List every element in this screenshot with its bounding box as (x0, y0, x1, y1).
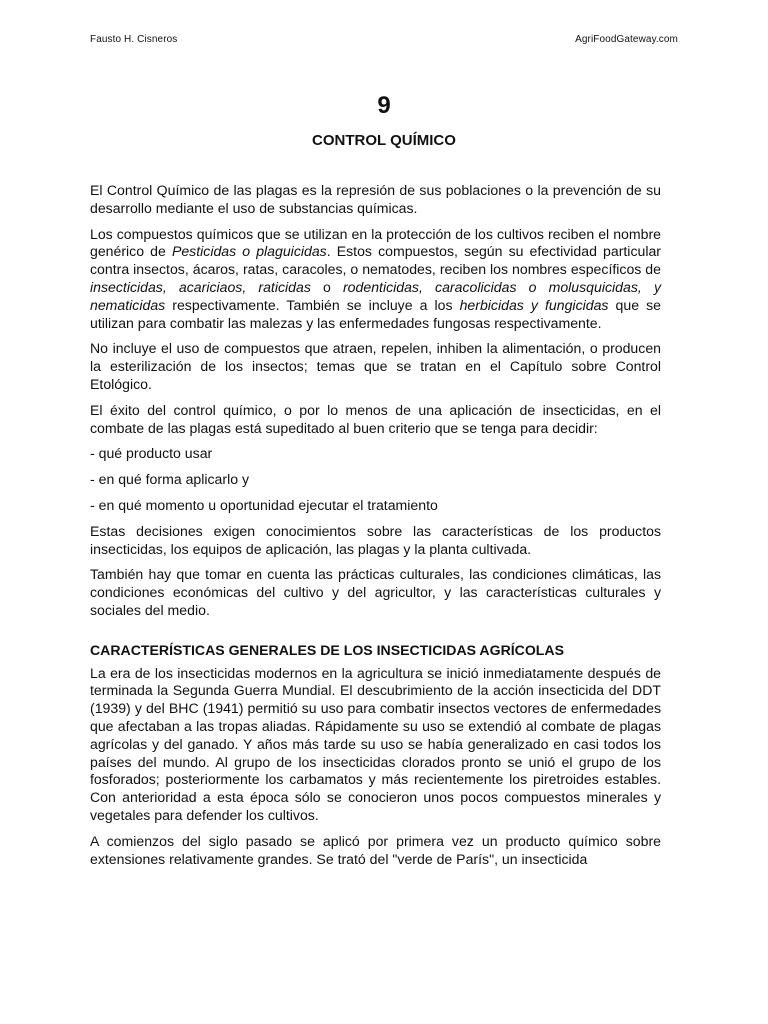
text-run: . Estos compuestos, según su efectividad particular contra insectos, ácaros, ratas, caracoles, o nematodes, reciben los nombres específicos de (90, 243, 661, 278)
header-site: AgriFoodGateway.com (575, 34, 678, 45)
italic-term: rodenticidas, caracolicidas o molusquicidas, y nematicidas (90, 278, 661, 313)
paragraph-considerations: También hay que tomar en cuenta las prácticas culturales, las condiciones climáticas, las condiciones económicas del cultivo y del agricultor, y las características culturales y sociales del medio. (90, 566, 661, 618)
paragraph-decisions: Estas decisiones exigen conocimientos sobre las características de los productos insecticidas, los equipos de aplicación, las plagas y la planta cultivada. (90, 522, 661, 557)
text-run: respectivamente. También se incluye a los (165, 296, 460, 313)
document-body (90, 182, 661, 876)
list-item: - qué producto usar (90, 445, 213, 462)
section-heading: CARACTERÍSTICAS GENERALES DE LOS INSECTICIDAS AGRÍCOLAS (90, 641, 564, 658)
paragraph-history: La era de los insecticidas modernos en la agricultura se inició inmediatamente después de terminada la Segunda Guerra Mundial. El descubrimiento de la acción insecticida del DDT (1939) y del BHC (1941) permitió su uso para combatir insectos vectores de enfermedades que afectaban a las tropas aliadas. Rápidamente su uso se extendió al combate de plagas agrícolas y del ganado. Y años más tarde su uso se había generalizado en casi todos los países del mundo. Al grupo de los insecticidas clorados pronto se unió el grupo de los fosforados; posteriormente los carbamatos y más recientemente los piretroides estables. Con anterioridad a esta época sólo se conocieron unos pocos compuestos minerales y vegetales para defender los cultivos. (90, 664, 661, 823)
paragraph-intro: El Control Químico de las plagas es la represión de sus poblaciones o la prevención de su desarrollo mediante el uso de substancias químicas. (90, 182, 661, 216)
text-run: Los compuestos químicos que se utilizan en la protección de los cultivos reciben el nombre genérico de (90, 225, 661, 260)
header-author: Fausto H. Cisneros (90, 34, 178, 45)
chapter-title: CONTROL QUÍMICO (312, 132, 456, 149)
page-header (90, 34, 678, 45)
paragraph-compounds (90, 226, 661, 333)
text-run: que se utilizan para combatir las malezas y las enfermedades fungosas respectivamente. (90, 296, 661, 331)
italic-term: herbicidas y fungicidas (459, 296, 609, 313)
chapter-number: 9 (377, 92, 391, 119)
italic-term: Pesticidas o plaguicidas (171, 243, 327, 260)
text-run: o (310, 278, 343, 295)
paragraph-exclusions: No incluye el uso de compuestos que atraen, repelen, inhiben la alimentación, o producen la esterilización de los insectos; temas que se tratan en el Capítulo sobre Control Etológico. (90, 340, 661, 392)
list-item: - en qué forma aplicarlo y (90, 471, 250, 488)
list-item: - en qué momento u oportunidad ejecutar el tratamiento (90, 496, 438, 513)
italic-term: insecticidas, acariciaos, raticidas (90, 278, 311, 295)
paragraph-paris-green: A comienzos del siglo pasado se aplicó por primera vez un producto químico sobre extensiones relativamente grandes. Se trató del "verde de París", un insecticida (90, 832, 661, 867)
paragraph-success: El éxito del control químico, o por lo menos de una aplicación de insecticidas, en el combate de las plagas está supeditado al buen criterio que se tenga para decidir: (90, 401, 661, 436)
